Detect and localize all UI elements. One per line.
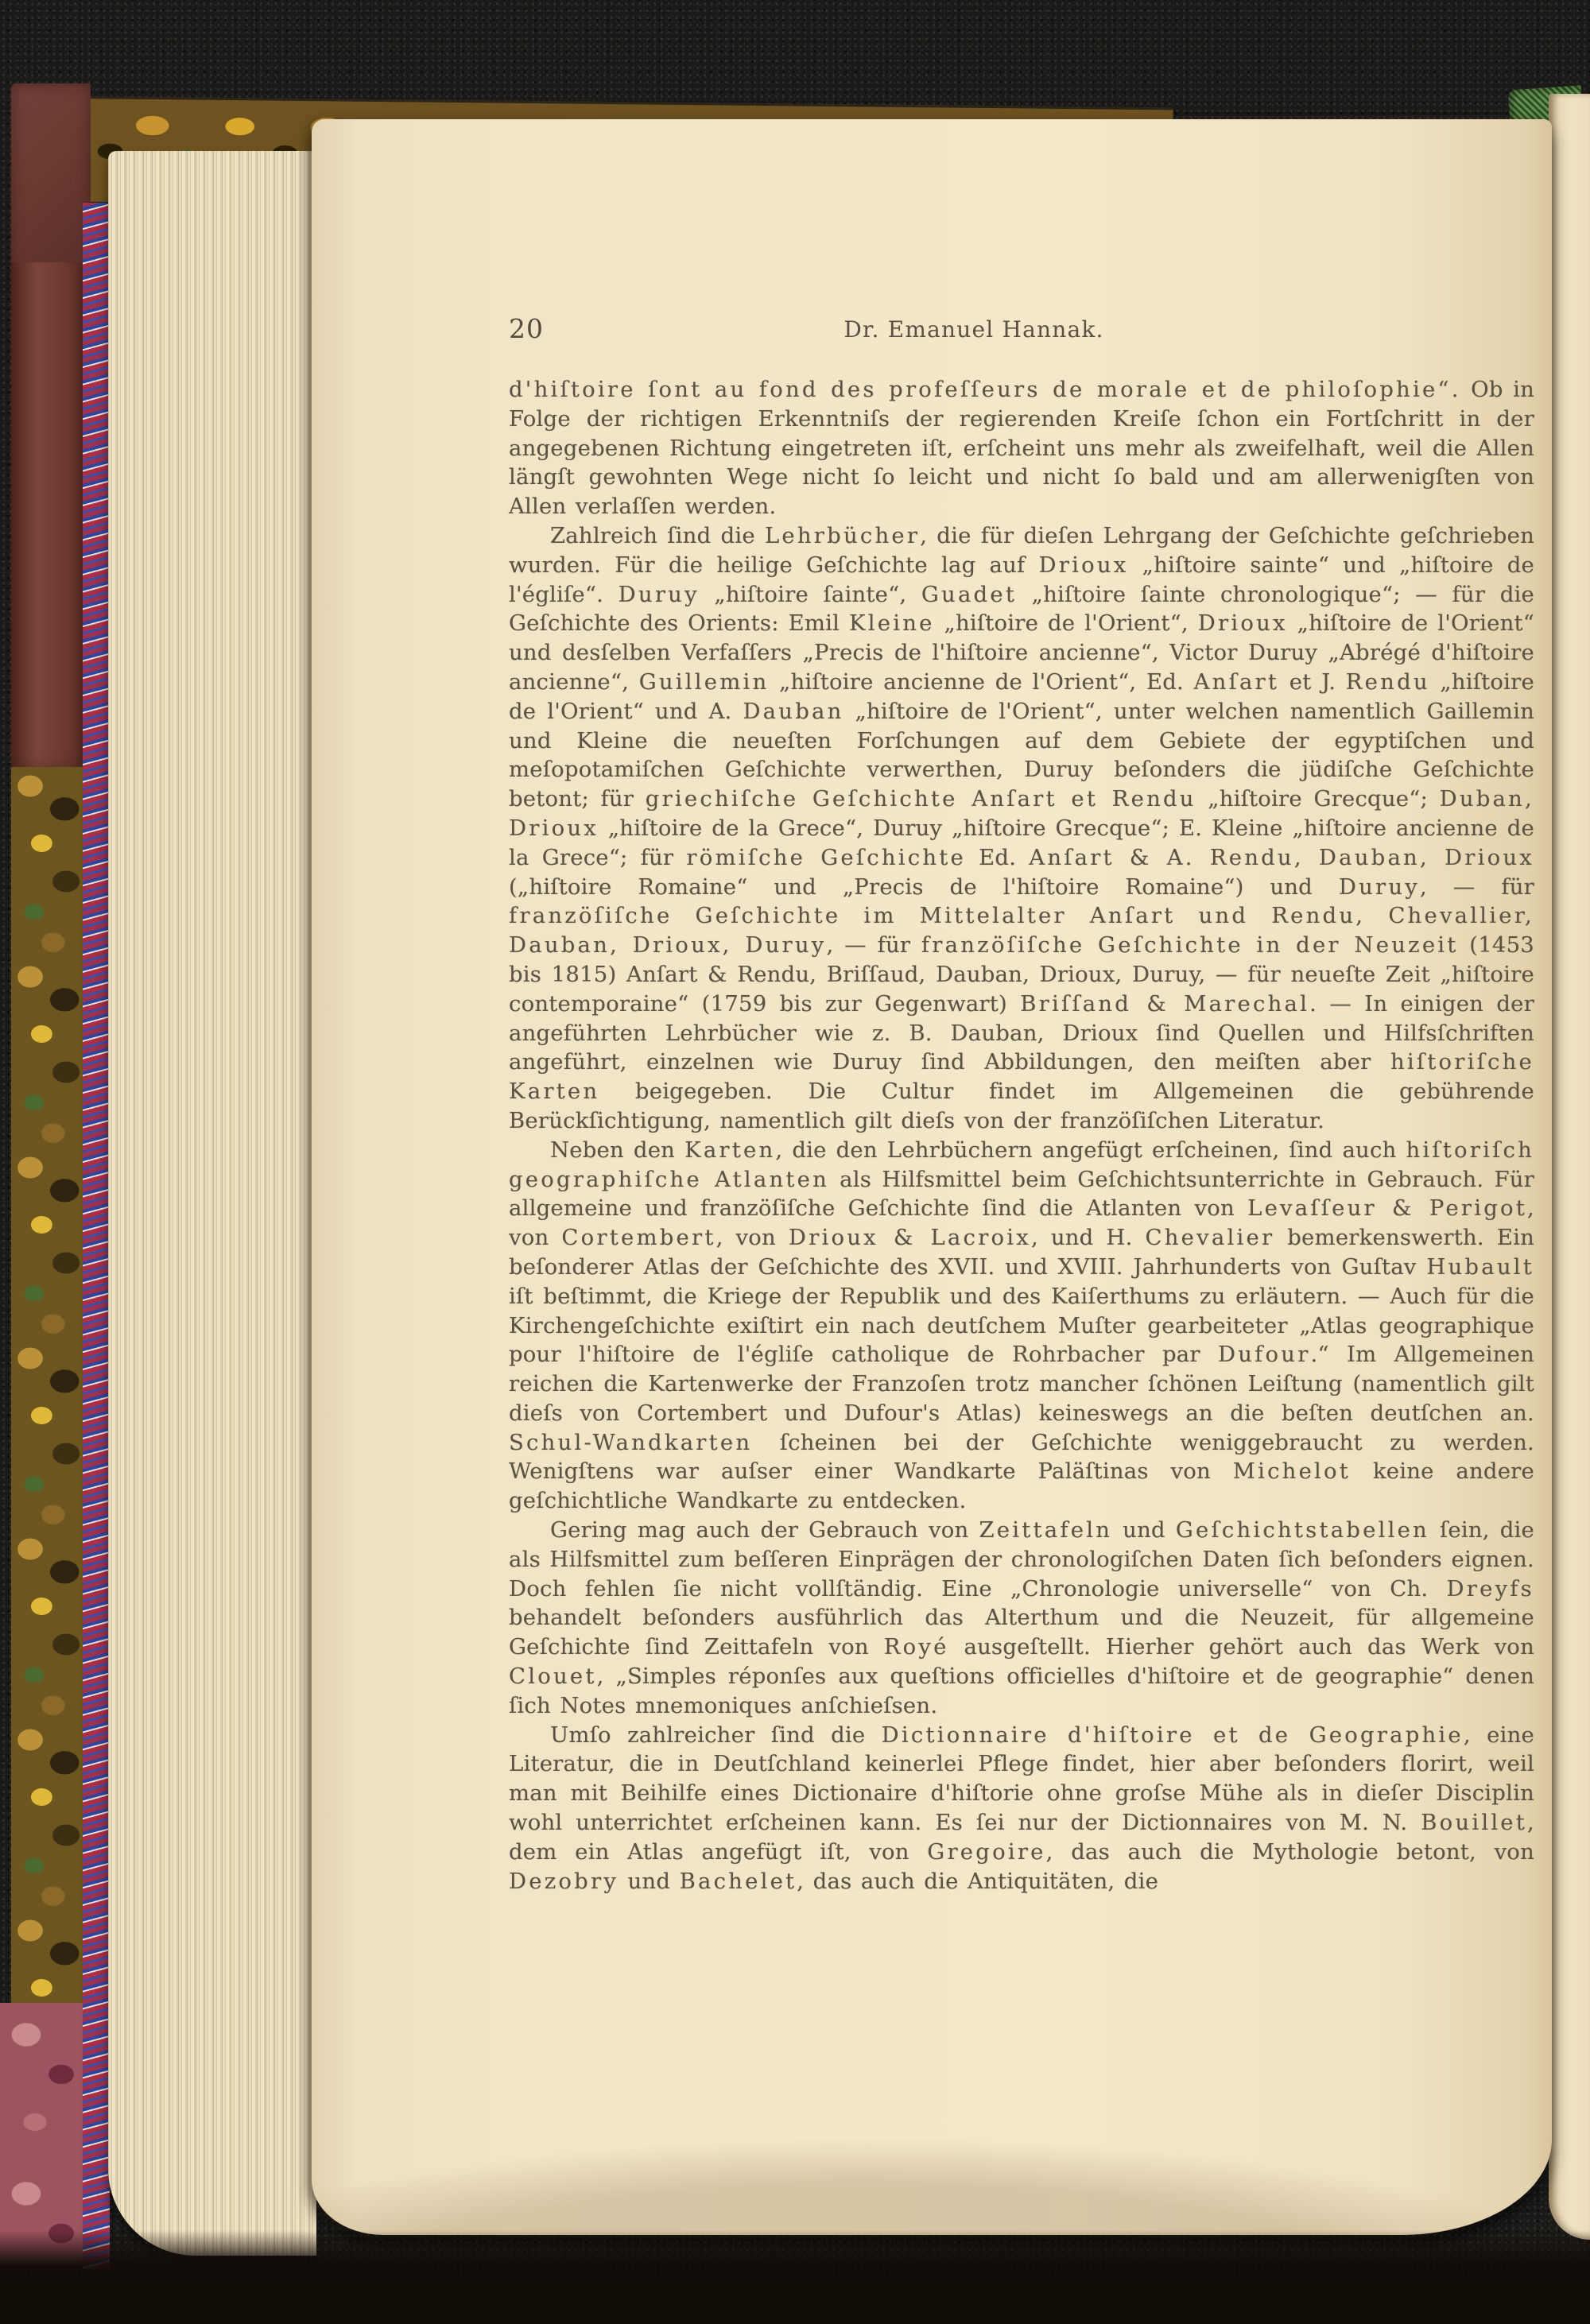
page-content-area bbox=[312, 119, 1552, 2235]
emphasized-text: Hubault bbox=[1426, 1253, 1534, 1280]
emphasized-text: Schul-Wandkarten bbox=[509, 1429, 753, 1455]
book-cover-corner-leather bbox=[11, 83, 91, 274]
emphasized-text: hiſtoriſche Karten bbox=[509, 1049, 1534, 1105]
body-text: „hiſtoire de l'Orient“ und A. bbox=[509, 668, 1534, 724]
paragraph bbox=[509, 375, 1534, 521]
emphasized-text: Michelot bbox=[1232, 1458, 1352, 1485]
emphasized-text: Gregoire bbox=[927, 1838, 1046, 1865]
page-body bbox=[509, 375, 1534, 1896]
body-text: , — für bbox=[1420, 873, 1534, 900]
body-text: Zahlreich ſind die bbox=[550, 522, 765, 548]
body-text: keine andere geſchichtliche Wandkarte zu entdecken. bbox=[509, 1458, 1535, 1514]
bottom-shadow bbox=[0, 2230, 1590, 2324]
body-text: et J. bbox=[1279, 668, 1346, 695]
body-text: bemerkenswerth. Ein beſonderer Atlas der Geſchichte des XVII. und XVIII. Jahrhunderts von Guſtav bbox=[509, 1225, 1535, 1280]
emphasized-text: Briſſand & Marechal bbox=[1020, 990, 1310, 1017]
running-header bbox=[509, 313, 1534, 348]
body-text: , das auch die Antiquitäten, die bbox=[797, 1868, 1159, 1894]
body-text: , und H. bbox=[1030, 1225, 1146, 1251]
emphasized-text: Guillemin bbox=[638, 668, 770, 695]
body-text: und bbox=[1112, 1517, 1176, 1544]
emphasized-text: Karten bbox=[684, 1137, 776, 1163]
emphasized-text: Drioux bbox=[1197, 610, 1288, 637]
body-text: ſein, die als Hilfsmittel zum beſſeren Einprägen der chronologiſchen Daten ſich beſonders eignen. Doch fehlen ſie nicht vollſtändig. Eine „Chronologie universelle“ von Ch. bbox=[509, 1517, 1535, 1602]
body-text: , — für bbox=[826, 932, 921, 959]
emphasized-text: Geſchichtstabellen bbox=[1175, 1517, 1429, 1544]
emphasized-text: Levaſſeur & Perigot bbox=[1247, 1195, 1528, 1222]
emphasized-text: Cortembert bbox=[561, 1225, 716, 1251]
emphasized-text: Bachelet bbox=[679, 1868, 797, 1894]
body-text: und bbox=[619, 1868, 680, 1894]
body-text: Ob in Folge der richtigen Erkenntniſs der regierenden Kreiſe ſchon ein Fortſchritt in der angegebenen Richtung eingetreten iſt, erſcheint uns mehr als zweifelhaft, weil die Allen längſt gewohnten Wege nicht ſo leicht und nicht ſo bald und am allerwenigſten von Allen verlaſſen werden. bbox=[509, 377, 1534, 520]
emphasized-text: Chevalier bbox=[1145, 1225, 1275, 1251]
emphasized-text: Rendu bbox=[1345, 668, 1430, 695]
body-text: , die den Lehrbüchern angefügt erſcheinen, ſind auch bbox=[775, 1137, 1406, 1163]
book-cover-bottom-rose-marble bbox=[0, 2003, 94, 2265]
body-text: ausgeſtellt. Hierher gehört auch das Werk von bbox=[948, 1634, 1534, 1660]
body-text: beigegeben. Die Cultur findet im Allgemeinen die gebührende Berückſichtigung, namentlich gilt dieſs von der franzöſiſchen Literatur. bbox=[509, 1079, 1534, 1133]
emphasized-text: römiſche Geſchichte bbox=[686, 844, 966, 870]
body-text: . — In einigen der angeführten Lehrbücher wie z. B. Dauban, Drioux ſind Quellen und Hilfsſchriften angeführt, einzelnen wie Duruy ſind Abbildungen, den meiſten aber bbox=[509, 990, 1534, 1075]
body-text: „hiſtoire ancienne de l'Orient“, Ed. bbox=[769, 668, 1194, 695]
body-text: Ed. bbox=[966, 844, 1030, 870]
body-text: Gering mag auch der Gebrauch von bbox=[550, 1517, 979, 1544]
page-number: 20 bbox=[509, 313, 544, 344]
body-text: .“ Im Allgemeinen reichen die Kartenwerke der Franzoſen trotz mancher ſchönen Leiſtung (namentlich gilt dieſs von Cortembert und Dufour's Atlas) keineswegs an die beſten deutſchen an. bbox=[509, 1342, 1535, 1426]
emphasized-text: Dufour bbox=[1217, 1342, 1311, 1368]
marbled-endpaper-edge bbox=[83, 203, 110, 2269]
emphasized-text: Bouillet bbox=[1421, 1810, 1528, 1836]
book-page bbox=[312, 119, 1552, 2235]
emphasized-text: Duruy bbox=[1338, 873, 1420, 900]
body-text: „hiſtoire Grecque“; bbox=[1196, 786, 1440, 812]
body-text: (1453 bis 1815) Anſart & Rendu, Briſſaud, Dauban, Drioux, Duruy, — für neueſte Zeit „hiſtoire contemporaine“ (1759 bis zur Gegenwart) bbox=[509, 932, 1534, 1017]
body-text: behandelt beſonders ausführlich das Alterthum und die Neuzeit, für allgemeine Geſchichte ſind Zeittafeln von bbox=[509, 1605, 1534, 1660]
body-text: „hiſtoire ſainte chronologique“; — für die Geſchichte des Orients: Emil bbox=[509, 581, 1534, 637]
emphasized-text: Clouet bbox=[509, 1664, 597, 1690]
body-text: als Hilfsmittel beim Geſchichtsunterrichte in Gebrauch. Für allgemeine und franzöſiſche Geſchichte ſind die Atlanten von bbox=[509, 1166, 1534, 1222]
emphasized-text: hiſtoriſch geographiſche Atlanten bbox=[509, 1137, 1534, 1192]
paragraph bbox=[509, 1516, 1534, 1721]
emphasized-text: Royé bbox=[883, 1634, 949, 1660]
emphasized-text: Kleine bbox=[849, 610, 935, 637]
body-text: Neben den bbox=[550, 1137, 685, 1163]
body-text: , dem ein Atlas angefügt iſt, von bbox=[509, 1810, 1534, 1865]
emphasized-text: griechiſche Geſchichte Anſart et Rendu bbox=[645, 786, 1196, 812]
body-text: , „Simples réponſes aux queſtions officielles d'hiſtoire et de geographie“ denen ſich Notes mnemoniques anſchieſsen. bbox=[509, 1664, 1534, 1718]
emphasized-text: Duruy bbox=[618, 581, 700, 607]
emphasized-text: Zeittafeln bbox=[979, 1517, 1113, 1544]
body-text: ſcheinen bei der Geſchichte weniggebraucht zu werden. Wenigſtens war auſser einer Wandkarte Paläſtinas von bbox=[509, 1429, 1534, 1485]
emphasized-text: Anſart bbox=[1193, 668, 1280, 695]
body-text: , von bbox=[509, 1195, 1534, 1251]
paragraph bbox=[509, 1136, 1534, 1516]
body-text: „hiſtoire de l'Orient“, unter welchen namentlich Gaillemin und Kleine die neueſten Forſchungen auf dem Gebiete der egyptiſchen und meſopotamiſchen Geſchichte verwerthen, Duruy beſonders die jüdiſche Geſchichte betont; für bbox=[509, 698, 1534, 812]
page-stack-fore-edge bbox=[108, 151, 316, 2256]
emphasized-text: Lehrbücher bbox=[764, 522, 921, 548]
emphasized-text: Drioux & Lacroix bbox=[788, 1225, 1031, 1251]
body-text: , von bbox=[716, 1225, 789, 1251]
emphasized-text: franzöſiſche Geſchichte in der Neuzeit bbox=[921, 932, 1459, 959]
body-text: iſt beſtimmt, die Kriege der Republik und des Kaiſerthums zu erläutern. — Auch für die Kirchengeſchichte exiſtirt ein nach deutſchem Muſter gearbeiteter „Atlas geographique pour l'hiſtoire de l'égliſe catholique de Rohrbacher par bbox=[509, 1283, 1534, 1368]
body-text: „hiſtoire ſainte“, bbox=[699, 581, 921, 607]
body-text: Umſo zahlreicher ſind die bbox=[550, 1722, 882, 1748]
book-cover-left-leather-band bbox=[11, 262, 87, 779]
body-text: „hiſtoire de l'Orient“, bbox=[934, 610, 1198, 637]
emphasized-text: Dauban bbox=[743, 698, 844, 724]
emphasized-text: Duban, Drioux bbox=[509, 786, 1534, 841]
body-text: , das auch die Mythologie betont, von bbox=[1045, 1838, 1534, 1865]
body-text: „hiſtoire de la Grece“, Duruy „hiſtoire Grecque“; E. Kleine „hiſtoire ancienne de la Grece“; für bbox=[509, 815, 1534, 870]
emphasized-text: Anſart & A. Rendu, Dauban, Drioux bbox=[1029, 844, 1534, 870]
emphasized-text: Dictionnaire d'hiſtoire et de Geographie bbox=[881, 1722, 1464, 1748]
emphasized-text: Drioux bbox=[1038, 552, 1129, 578]
book-cover-left-marbled-band bbox=[11, 767, 87, 2031]
emphasized-text: franzöſiſche Geſchichte im Mittelalter Anſart und Rendu, Chevallier, Dauban, Drioux, Duruy bbox=[509, 903, 1534, 959]
emphasized-text: Guadet bbox=[921, 581, 1018, 607]
next-page-sliver bbox=[1549, 94, 1590, 2240]
body-text: „hiſtoire sainte“ und „hiſtoire de l'égliſe“. bbox=[509, 552, 1534, 607]
paragraph bbox=[509, 521, 1534, 1136]
emphasized-text: Dezobry bbox=[509, 1868, 619, 1894]
emphasized-text: Dreyfs bbox=[1446, 1575, 1534, 1602]
running-header-title: Dr. Emanuel Hannak. bbox=[843, 316, 1104, 343]
paragraph bbox=[509, 1721, 1534, 1896]
emphasized-text: d'hiſtoire ſont au fond des profeſſeurs de morale et de philoſophie“. bbox=[509, 377, 1461, 402]
body-text: , eine Literatur, die in Deutſchland keinerlei Pflege findet, hier aber beſonders florirt, weil man mit Beihilfe eines Dictionaire d'hiſtorie ohne groſse Mühe als in dieſer Disciplin wohl unterrichtet erſcheinen kann. Es ſei nur der Dictionnaires von M. N. bbox=[509, 1722, 1534, 1836]
body-text: „hiſtoire de l'Orient“ und desſelben Verfaſſers „Precis de l'hiſtoire ancienne“, Victor Duruy „Abrégé d'hiſtoire ancienne“, bbox=[509, 610, 1534, 695]
body-text: , die für dieſen Lehrgang der Geſchichte geſchrieben wurden. Für die heilige Geſchichte lag auf bbox=[509, 522, 1534, 578]
body-text: („hiſtoire Romaine“ und „Precis de l'hiſtoire Romaine“) und bbox=[509, 873, 1339, 900]
